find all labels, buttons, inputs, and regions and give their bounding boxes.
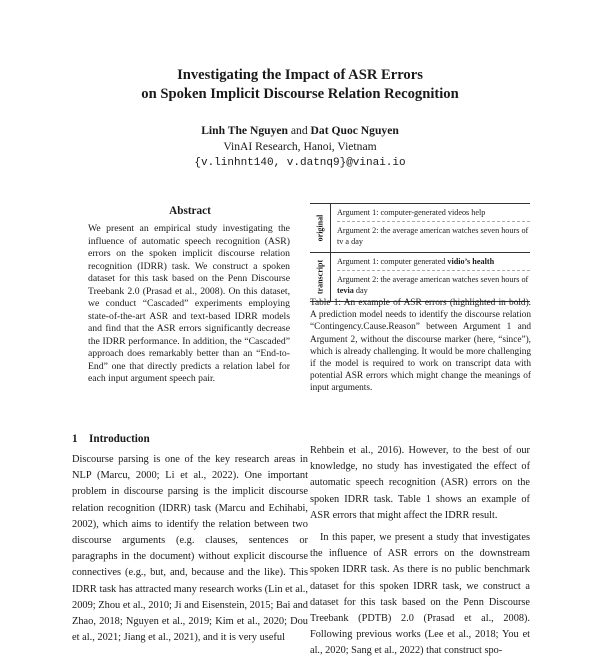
asr-example-table [310,203,530,302]
author-2: Dat Quoc Nguyen [310,124,399,137]
title-line-2: on Spoken Implicit Discourse Relation Recognition [141,86,459,102]
right-paragraph-2: In this paper, we present a study that investigates the influence of ASR errors on the downstream spoken IDRR task. As there is no public benchmark dataset for this spoken IDRR task, we construct a dataset for this task based on the Penn Discourse Treebank (PDTB) 2.0 (Prasad et al., 2008). Following previous works (Lee et al., 2018; You et al., 2020; Sang et al., 2022) that construct spo- [310,532,530,657]
original-side-label-cell [310,204,331,252]
transcript-arg1-text: Argument 1: computer generated [337,257,448,266]
transcript-argument-2 [337,270,530,296]
transcript-group [310,252,530,301]
author-conjunction: and [290,124,308,137]
transcript-arg2-asr-error: tevia [337,286,354,295]
original-rows [331,204,530,252]
table-caption [310,297,531,395]
introduction-body [72,452,308,646]
abstract-heading: Abstract [169,205,211,217]
right-paragraph-1: Rehbein et al., 2016). However, to the best of our knowledge, no study has investigated the effect of automatic speech recognition (ASR) errors on the spoken IDRR task. Table 1 shows an example of ASR errors that might affect the IDRR result. [310,445,530,521]
abstract-text: We present an empirical study investigating the influence of automatic speech recognition (ASR) errors on the spoken implicit discourse relation recognition (IDRR) task. We construct a spoken dataset for this task based on the Penn Discourse Treebank 2.0 (Prasad et al., 2008). On this dataset, we conduct “Cascaded” experiments employing state-of-the-art ASR and text-based IDRR models and find that the ASR errors significantly decrease the IDRR performance. In addition, the “Cascaded” approach does remarkably better than an “End-to-End” one that directly predicts a relation label for each input argument speech pair. [88,223,290,384]
affiliation: VinAI Research, Hanoi, Vietnam [223,140,377,153]
transcript-rows [331,253,530,301]
author-block [0,123,600,171]
transcript-arg2-suffix: day [353,286,368,295]
original-argument-2: Argument 2: the average american watches seven hours of tv a day [337,221,530,247]
author-1: Linh The Nguyen [201,124,288,137]
paper-title [0,66,600,104]
section-title: Introduction [89,433,150,445]
transcript-side-label-cell [310,253,331,301]
transcript-side-label: transcript [315,259,325,295]
title-line-1: Investigating the Impact of ASR Errors [177,67,423,83]
transcript-arg1-asr-error: vidio’s health [447,257,495,266]
original-argument-1: Argument 1: computer-generated videos help [337,208,486,217]
original-group [310,204,530,252]
author-email: {v.linhnt140, v.datnq9}@vinai.io [194,157,406,169]
transcript-argument-1 [337,256,530,267]
original-side-label: original [315,214,325,242]
table-caption-text: Table 1: An example of ASR errors (highlighted in bold). A prediction model needs to identify the discourse relation “Contingency.Cause.Reason” between Argument 1 and Argument 2, without the discourse marker (here, “since”), which is already challenging. It would be more challenging if the model is required to work on transcript data with potential ASR errors which might change the meanings of input arguments. [310,298,531,394]
transcript-arg2-text: Argument 2: the average american watches seven hours of [337,275,529,284]
section-number: 1 [72,433,78,445]
section-heading-introduction [72,433,312,445]
introduction-paragraph: Discourse parsing is one of the key research areas in NLP (Marcu, 2000; Li et al., 2022). One important problem in discourse parsing is the implicit discourse relation recognition (IDRR) task (Marcu and Echihabi, 2002), which aims to identify the relation between two discourse arguments (e.g. clauses, sentences or paragraphs in the document) without explicit discourse connectives (e.g., but, and, because and the like). This IDRR task has attracted many research works (Lin et al., 2009; Zhou et al., 2010; Ji and Eisenstein, 2015; Bai and Zhao, 2018; Nguyen et al., 2019; Kim et al., 2020; Dou et al., 2021; Jiang et al., 2021), and it is very useful [72,454,308,644]
abstract-body [88,223,290,386]
right-column-body [310,443,530,660]
